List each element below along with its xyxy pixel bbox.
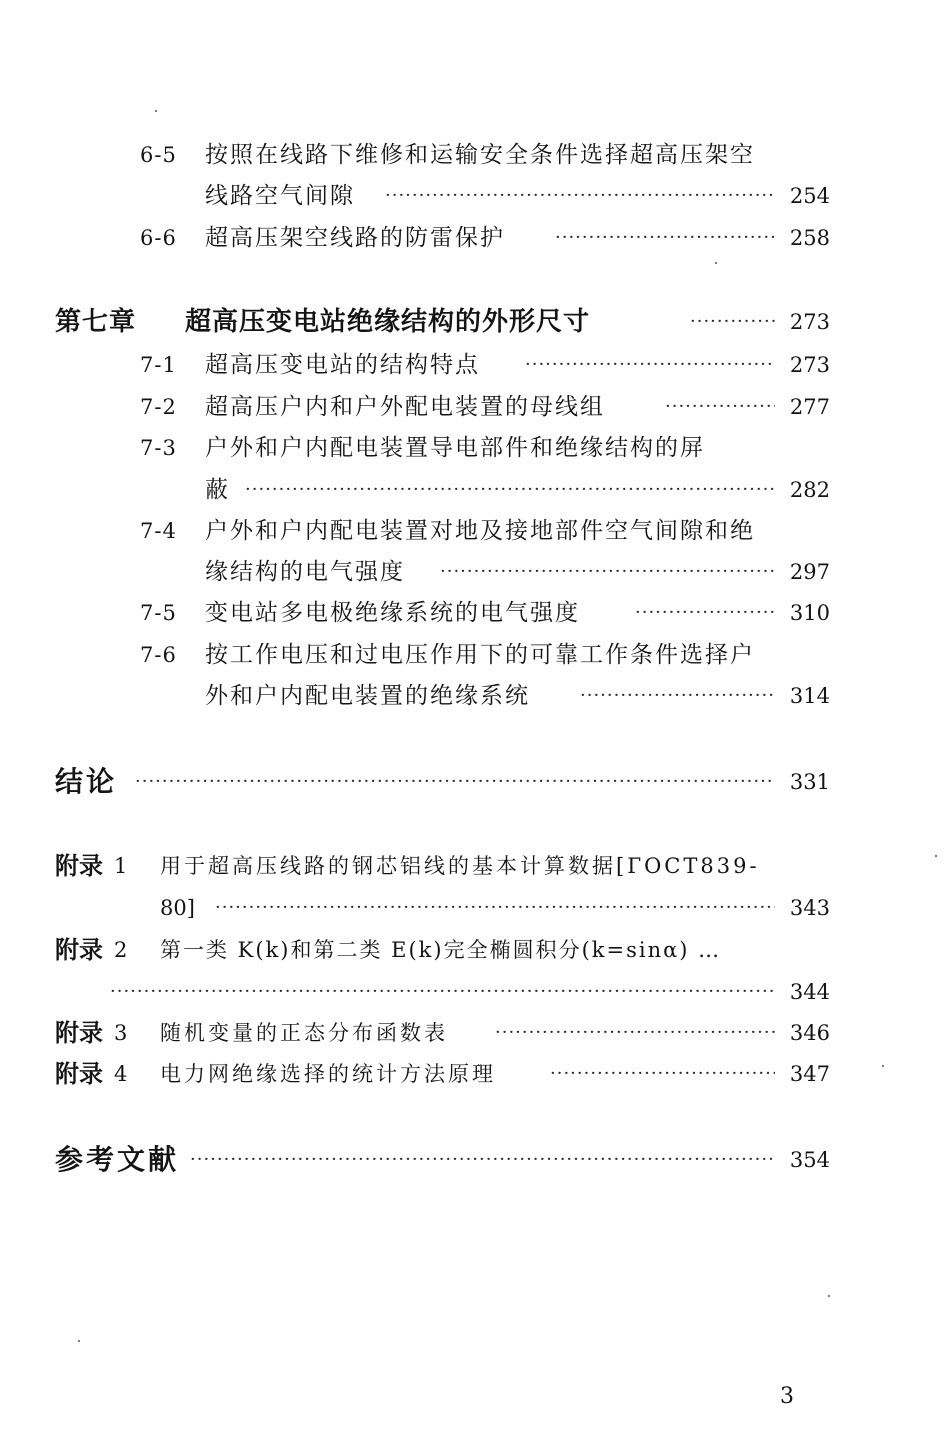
page-number: 310 — [789, 601, 830, 625]
page-number: 314 — [789, 684, 830, 708]
appendix-title: 第一类 K(k)和第二类 E(k)完全椭圆积分(k=sinα) … — [160, 938, 722, 962]
section-number: 7-1 — [140, 353, 177, 377]
page-number: 354 — [789, 1148, 830, 1172]
toc-conclusion — [0, 762, 950, 802]
toc-entry-7-3-cont — [0, 470, 950, 510]
page-number: 258 — [789, 226, 830, 250]
scan-speck — [882, 1065, 884, 1067]
toc-entry-7-5 — [0, 593, 950, 633]
section-title: 超高压变电站的结构特点 — [205, 352, 480, 378]
chapter-title: 超高压变电站绝缘结构的外形尺寸 — [185, 307, 591, 337]
page-number: 282 — [789, 478, 830, 502]
toc-chapter-7 — [0, 302, 950, 342]
section-title: 超高压户内和户外配电装置的母线组 — [205, 394, 605, 420]
page-number: 347 — [789, 1062, 830, 1086]
appendix-label: 附录 — [55, 935, 103, 964]
toc-references — [0, 1140, 950, 1180]
section-title: 超高压架空线路的防雷保护 — [205, 225, 505, 251]
scan-speck — [715, 262, 717, 264]
toc-appendix-3 — [0, 1013, 950, 1053]
dot-leader — [215, 888, 775, 928]
page-number: 297 — [789, 560, 830, 584]
page-number: 344 — [789, 980, 830, 1004]
toc-appendix-1 — [0, 846, 950, 886]
toc-entry-6-5 — [0, 135, 950, 175]
dot-leader — [440, 552, 775, 592]
appendix-number: 1 — [114, 854, 128, 878]
section-number: 7-2 — [140, 395, 177, 419]
page-folio: 3 — [780, 1384, 794, 1409]
dot-leader — [550, 1054, 775, 1094]
appendix-number: 3 — [114, 1021, 128, 1045]
page-number: 346 — [789, 1021, 830, 1045]
section-number: 7-3 — [140, 436, 177, 460]
page-number: 273 — [789, 310, 830, 334]
section-title: 按工作电压和过电压作用下的可靠工作条件选择户 — [205, 642, 755, 668]
toc-entry-7-3 — [0, 428, 950, 468]
section-title: 变电站多电极绝缘系统的电气强度 — [205, 600, 580, 626]
dot-leader — [385, 176, 775, 216]
chapter-label: 第七章 — [55, 307, 137, 337]
dot-leader — [690, 302, 775, 342]
page-number: 254 — [789, 184, 830, 208]
toc-appendix-4 — [0, 1054, 950, 1094]
dot-leader — [555, 218, 775, 258]
toc-entry-7-1 — [0, 345, 950, 385]
section-title-cont: 外和户内配电装置的绝缘系统 — [205, 683, 530, 709]
dot-leader — [190, 1140, 775, 1180]
dot-leader — [635, 593, 775, 633]
appendix-label: 附录 — [55, 1018, 103, 1047]
appendix-label: 附录 — [55, 851, 103, 880]
section-title-cont: 线路空气间隙 — [205, 183, 355, 209]
toc-appendix-1-cont — [0, 888, 950, 928]
toc-appendix-2-cont — [0, 972, 950, 1012]
appendix-title-cont: 80] — [160, 896, 195, 920]
conclusion-title: 结论 — [55, 765, 118, 798]
section-number: 7-6 — [140, 643, 177, 667]
section-title-cont: 缘结构的电气强度 — [205, 559, 405, 585]
section-number: 6-5 — [140, 143, 177, 167]
toc-entry-7-4-cont — [0, 552, 950, 592]
dot-leader — [245, 470, 775, 510]
section-number: 7-5 — [140, 601, 177, 625]
page-number: 273 — [789, 353, 830, 377]
dot-leader — [495, 1013, 775, 1053]
dot-leader — [580, 676, 775, 716]
dot-leader — [525, 345, 775, 385]
toc-appendix-2 — [0, 930, 950, 970]
toc-entry-7-4 — [0, 511, 950, 551]
toc-entry-7-6 — [0, 635, 950, 675]
section-title: 按照在线路下维修和运输安全条件选择超高压架空 — [205, 142, 755, 168]
scan-speck — [828, 1295, 830, 1297]
appendix-label: 附录 — [55, 1059, 103, 1088]
toc-entry-6-6 — [0, 218, 950, 258]
page-number: 277 — [789, 395, 830, 419]
section-number: 6-6 — [140, 226, 177, 250]
page-number: 343 — [789, 896, 830, 920]
page-number: 331 — [789, 770, 830, 794]
toc-entry-6-5-cont — [0, 176, 950, 216]
dot-leader — [135, 762, 775, 802]
dot-leader — [665, 387, 775, 427]
toc-entry-7-2 — [0, 387, 950, 427]
section-number: 7-4 — [140, 519, 177, 543]
appendix-title: 随机变量的正态分布函数表 — [160, 1021, 448, 1045]
section-title: 户外和户内配电装置导电部件和绝缘结构的屏 — [205, 435, 705, 461]
scan-speck — [155, 110, 157, 112]
section-title: 户外和户内配电装置对地及接地部件空气间隙和绝 — [205, 518, 755, 544]
appendix-title: 电力网绝缘选择的统计方法原理 — [160, 1062, 496, 1086]
appendix-number: 4 — [114, 1062, 128, 1086]
scan-speck — [78, 1340, 80, 1342]
dot-leader — [110, 972, 775, 1012]
references-title: 参考文献 — [55, 1143, 180, 1176]
appendix-number: 2 — [114, 938, 128, 962]
toc-entry-7-6-cont — [0, 676, 950, 716]
section-title-cont: 蔽 — [205, 477, 230, 503]
scan-speck — [935, 855, 937, 857]
appendix-title: 用于超高压线路的钢芯铝线的基本计算数据[ГOCT839- — [160, 854, 760, 878]
